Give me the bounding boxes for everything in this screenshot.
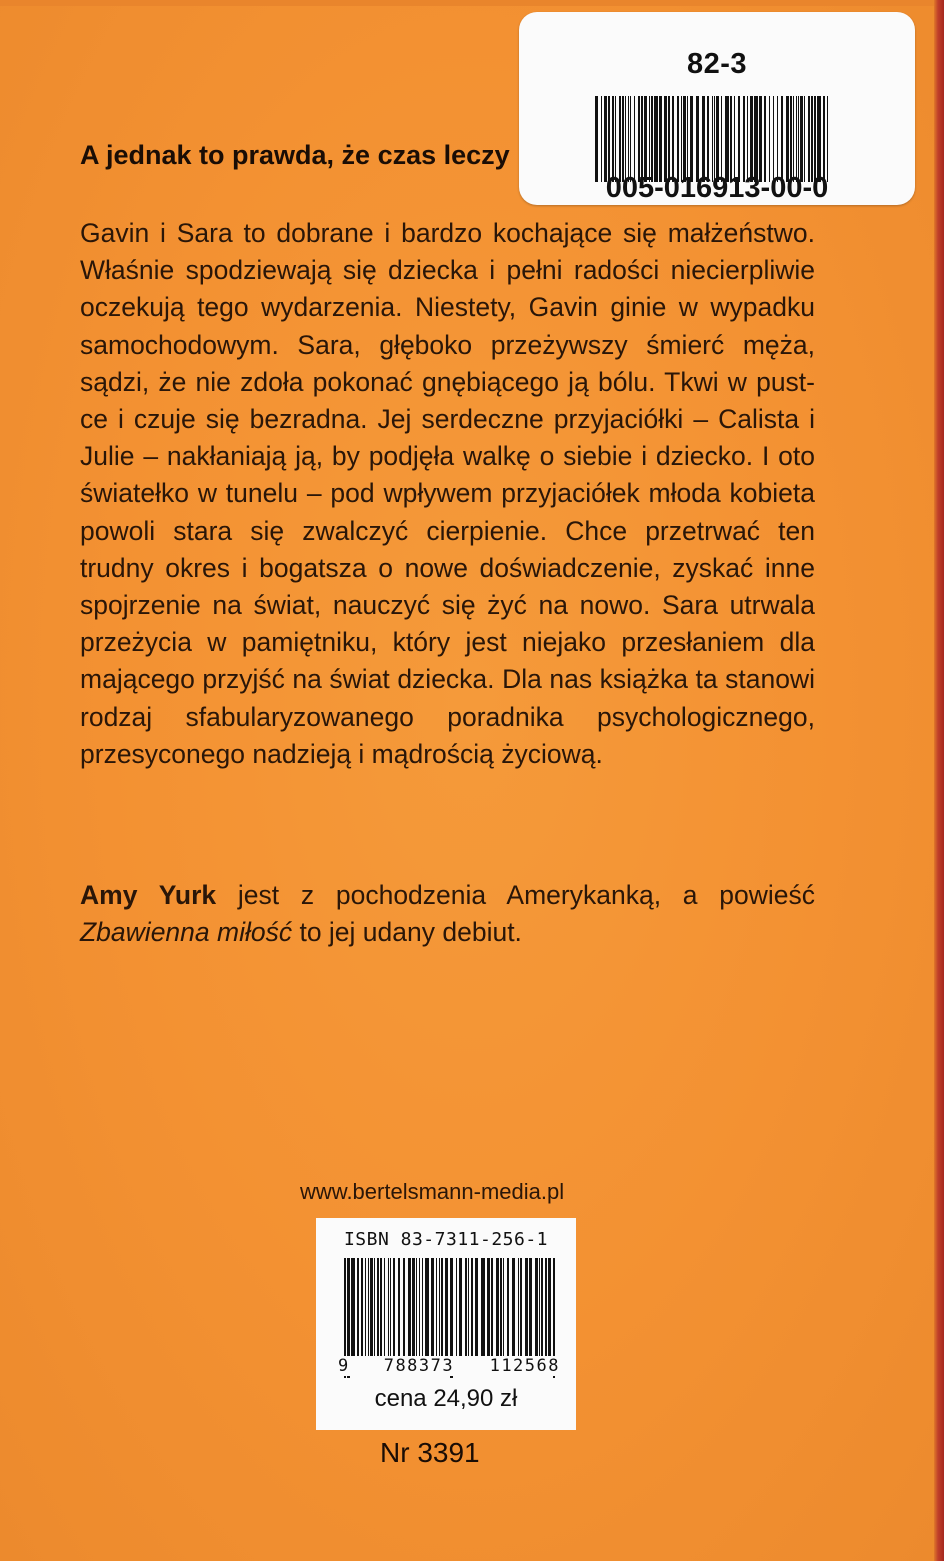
barcode-bar xyxy=(439,1258,440,1356)
barcode-bar xyxy=(422,1258,423,1356)
barcode-bar xyxy=(491,1258,493,1356)
author-text-1: jest z pochodzenia Amerykanką, a powieść xyxy=(216,880,816,910)
barcode-bar xyxy=(365,1258,366,1356)
barcode-bar xyxy=(644,96,647,182)
barcode-bar xyxy=(377,1258,379,1356)
barcode-bar xyxy=(628,96,629,182)
barcode-bar xyxy=(634,96,635,182)
barcode-bar xyxy=(754,96,758,182)
barcode-bar xyxy=(721,96,722,182)
barcode-bar xyxy=(796,96,797,182)
barcode-bar xyxy=(507,1258,509,1356)
barcode-bar xyxy=(595,96,598,182)
barcode-bar xyxy=(759,96,762,182)
barcode-bar xyxy=(827,96,828,182)
barcode-bar xyxy=(608,96,610,182)
barcode-bar xyxy=(804,96,805,182)
barcode-bar xyxy=(764,96,766,182)
barcode-bar xyxy=(408,1258,411,1356)
barcode-bar xyxy=(712,96,713,182)
book-title: Zbawienna miłość xyxy=(80,917,293,948)
sticker-number: 005-016913-00-0 xyxy=(605,172,829,204)
author-text-2: to jej udany debiut. xyxy=(292,917,522,948)
barcode-bar xyxy=(390,1258,391,1356)
barcode-bar xyxy=(619,96,621,182)
barcode-bar xyxy=(512,1258,515,1356)
publisher-website: www.bertelsmann-media.pl xyxy=(300,1179,565,1204)
barcode-bar xyxy=(696,96,699,182)
barcode-bar xyxy=(370,1258,373,1356)
library-barcode xyxy=(595,96,830,182)
barcode-bar xyxy=(622,96,624,182)
price-label: cena 24,90 zł xyxy=(374,1385,518,1412)
barcode-bar xyxy=(725,96,729,182)
barcode-bar xyxy=(496,1258,499,1356)
headline-visible: A jednak to prawda, że czas leczy xyxy=(80,140,510,170)
barcode-bar xyxy=(518,1258,519,1356)
barcode-bar xyxy=(747,96,748,182)
barcode-bar xyxy=(769,96,770,182)
blurb-paragraph: Gavin i Sara to dobrane i bardzo kochające się małżeństwo. Właśnie spodziewają się dziecka i pełni radości niecierpliwie oczekują tego wydarzenia. Niestety, Gavin ginie w wypadku samochodowym. Sara, głęboko przeżywszy śmierć męża, sądzi, że nie zdoła pokonać gnębiącego ją bólu. Tkwi w pustce i czuje się bezradna. Jej serdeczne przyjaciółki – Calista i Julie – nakłaniają ją, by podjęła walkę o siebie i dziecko. I oto światełko w tunelu – pod wpływem przyjaciółek młoda kobieta powoli stara się zwalczyć cierpienie. Chce przetrwać ten trudny okres i bogatsza o nowe doświadczenie, zyskać inne spojrzenie na świat, nauczyć się żyć na nowo. Sara utrwala przeżycia w pamiętniku, który jest niejako przesłaniem dla mającego przyjść na świat dziecka. Dla nas książka ta stanowi rodzaj sfabularyzowanego poradnika psychologicznego, przesyconego nadzieją i mądrością życiową. xyxy=(80,218,815,769)
barcode-bar xyxy=(393,1258,395,1356)
barcode-bar xyxy=(683,96,686,182)
barcode-bar xyxy=(743,96,745,182)
barcode-bar xyxy=(734,96,735,182)
barcode-bar xyxy=(351,1258,355,1356)
barcode-bar xyxy=(641,96,643,182)
barcode-bar xyxy=(630,96,631,182)
author-name: Amy Yurk xyxy=(80,880,217,910)
barcode-bar xyxy=(500,1258,502,1356)
barcode-bar xyxy=(773,96,774,182)
barcode-bar xyxy=(416,1258,417,1356)
barcode-bar xyxy=(388,1258,389,1356)
barcode-bar xyxy=(714,96,715,182)
barcode-bar xyxy=(539,1258,540,1356)
sticker-code: 82-3 xyxy=(686,48,748,80)
barcode-bar xyxy=(468,1258,469,1356)
barcode-bar xyxy=(730,96,732,182)
barcode-bar xyxy=(651,96,653,182)
isbn-number: ISBN 83-7311-256-1 xyxy=(343,1229,549,1250)
catalog-number: Nr 3391 xyxy=(380,1437,480,1468)
barcode-bar xyxy=(520,1258,522,1356)
barcode-bar xyxy=(817,96,821,182)
barcode-bar xyxy=(612,96,614,182)
barcode-bar xyxy=(677,96,679,182)
ean-digit-group-right: 112568 xyxy=(489,1356,560,1376)
barcode-bar xyxy=(419,1258,420,1356)
barcode-bar xyxy=(465,1258,467,1356)
barcode-bar xyxy=(361,1258,363,1356)
barcode-bar xyxy=(398,1258,400,1356)
barcode-bar xyxy=(672,96,674,182)
barcode-bar xyxy=(625,96,626,182)
barcode-bar xyxy=(431,1258,434,1356)
barcode-bar xyxy=(615,96,616,182)
blurb-text xyxy=(80,215,815,773)
barcode-bar xyxy=(535,1258,538,1356)
barcode-bar xyxy=(441,1258,443,1356)
library-sticker xyxy=(519,12,915,205)
barcode-bar xyxy=(687,96,688,182)
barcode-bar xyxy=(503,1258,504,1356)
barcode-bar xyxy=(690,96,693,182)
barcode-bar xyxy=(471,1258,473,1356)
barcode-bar xyxy=(548,1258,551,1356)
barcode-bar xyxy=(793,96,794,182)
barcode-bar xyxy=(445,1258,448,1356)
barcode-bar xyxy=(664,96,667,182)
barcode-bar xyxy=(529,1258,532,1356)
barcode-bar xyxy=(487,1258,490,1356)
barcode-bar xyxy=(777,96,778,182)
cover-spine-edge xyxy=(934,0,944,1561)
barcode-bar xyxy=(781,96,783,182)
barcode-bar xyxy=(638,96,640,182)
barcode-bar xyxy=(425,1258,429,1356)
barcode-bar xyxy=(808,96,810,182)
barcode-bar xyxy=(380,1258,382,1356)
barcode-bar xyxy=(475,1258,478,1356)
barcode-bar xyxy=(374,1258,375,1356)
barcode-bar xyxy=(412,1258,415,1356)
barcode-bar xyxy=(436,1258,437,1356)
ean-digit-first: 9 xyxy=(338,1356,349,1376)
barcode-bar xyxy=(814,96,816,182)
barcode-bar xyxy=(823,96,825,182)
barcode-bar xyxy=(654,96,658,182)
barcode-bar xyxy=(481,1258,485,1356)
barcode-bar xyxy=(541,1258,543,1356)
author-note xyxy=(80,877,815,951)
barcode-bar xyxy=(525,1258,528,1356)
barcode-bar xyxy=(403,1258,405,1356)
ean-digits xyxy=(338,1356,560,1376)
barcode-bar xyxy=(716,96,719,182)
barcode-bar xyxy=(659,96,662,182)
barcode-bar xyxy=(798,96,799,182)
barcode-bar xyxy=(384,1258,385,1356)
barcode-bar xyxy=(456,1258,457,1356)
barcode-bar xyxy=(545,1258,547,1356)
barcode-bar xyxy=(790,96,792,182)
barcode-bar xyxy=(707,96,709,182)
barcode-bar xyxy=(649,96,650,182)
barcode-bar xyxy=(601,96,602,182)
ean-digit-group-left: 788373 xyxy=(383,1356,455,1376)
barcode-bar xyxy=(800,96,803,182)
cover-top-edge xyxy=(0,0,944,6)
barcode-bar xyxy=(668,96,670,182)
barcode-bar xyxy=(681,96,682,182)
barcode-bar xyxy=(786,96,789,182)
barcode-bar xyxy=(702,96,705,182)
barcode-bar xyxy=(368,1258,369,1356)
barcode-bar xyxy=(750,96,753,182)
isbn-sticker xyxy=(316,1218,576,1430)
headline xyxy=(80,140,595,171)
barcode-bar xyxy=(738,96,740,182)
barcode-bar xyxy=(459,1258,462,1356)
barcode-bar xyxy=(604,96,607,182)
barcode-bar xyxy=(357,1258,359,1356)
barcode-bar xyxy=(811,96,813,182)
